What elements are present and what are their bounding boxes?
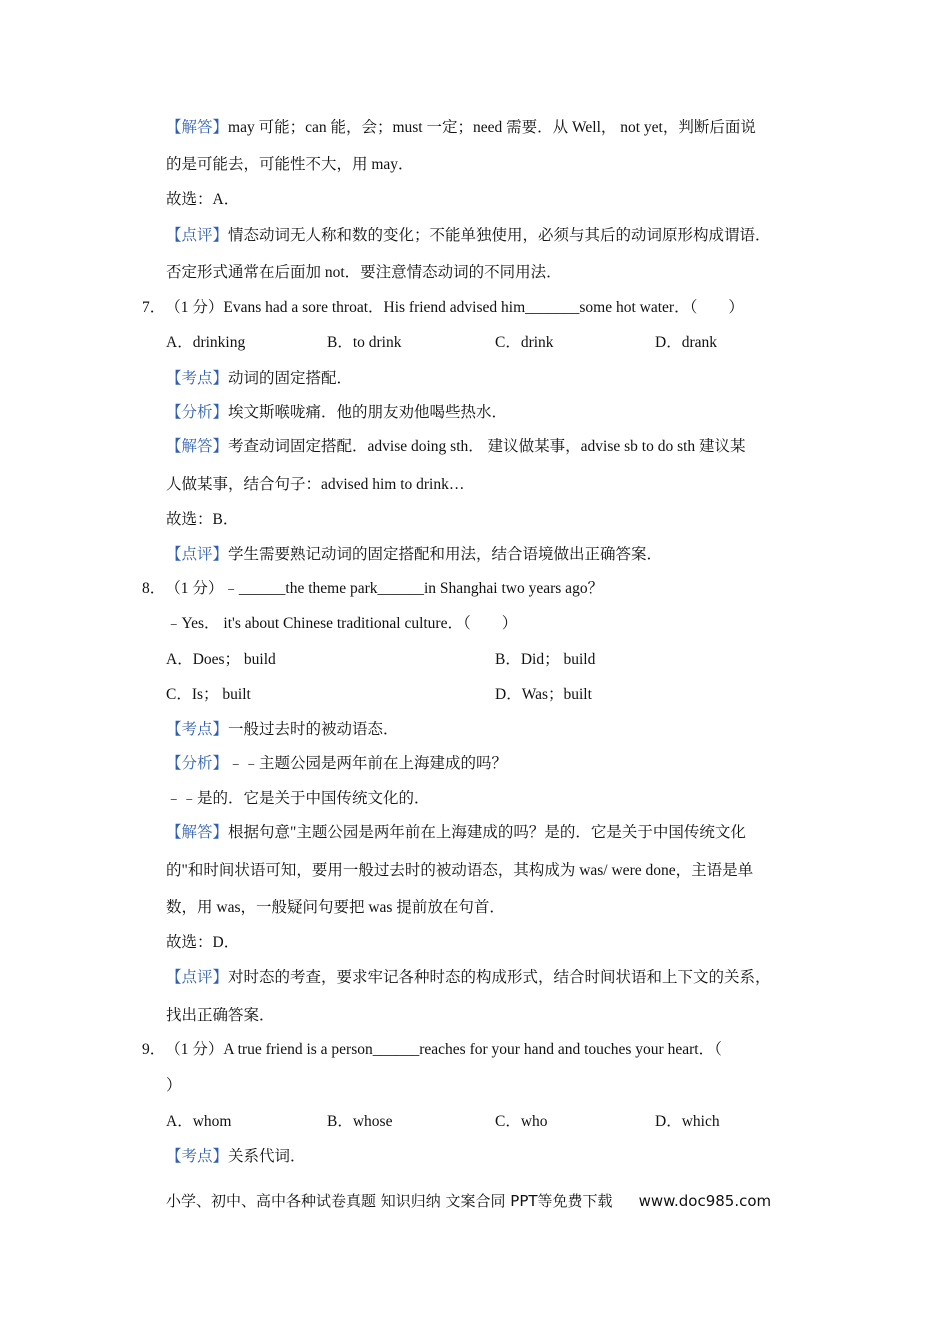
- point-tag: 【考点】: [166, 1148, 229, 1165]
- q6-comment-line-2: 否定形式通常在后面加 not．要注意情态动词的不同用法．: [166, 264, 562, 281]
- point-tag: 【考点】: [166, 370, 229, 387]
- question-number: 9．: [142, 1041, 166, 1058]
- q6-answer-line-2: 的是可能去，可能性不大，用 may．: [166, 156, 414, 173]
- footer-url[interactable]: www.doc985.com: [638, 1192, 772, 1210]
- q7-option-d: D．drank: [655, 334, 717, 351]
- q9-option-c: C．who: [495, 1113, 548, 1130]
- footer-text: 小学、初中、高中各种试卷真题 知识归纳 文案合同 PPT等免费下载: [166, 1192, 613, 1210]
- q8-answer-line-3: 数，用 was，一般疑问句要把 was 提前放在句首．: [166, 899, 505, 916]
- q7-stem: 7．（1 分）Evans had a sore throat．His friend advised him_______some hot water．（ ）: [142, 299, 744, 316]
- q7-option-a: A．drinking: [166, 334, 246, 351]
- q8-point: 【考点】一般过去时的被动语态．: [166, 721, 399, 738]
- q7-point: 【考点】动词的固定搭配．: [166, 370, 353, 387]
- q7-answer-line-2: 人做某事，结合句子：advised him to drink…: [166, 476, 465, 493]
- q8-option-d: D．Was；built: [495, 686, 592, 703]
- answer-tag: 【解答】: [166, 119, 229, 136]
- q9-stem-line-1: 9．（1 分）A true friend is a person______reaches for your hand and touches your heart．（: [142, 1041, 722, 1058]
- q6-choice: 故选：A．: [166, 191, 240, 208]
- q8-analysis-line-2: ﹣﹣是的．它是关于中国传统文化的．: [166, 790, 430, 807]
- q7-option-c: C．drink: [495, 334, 554, 351]
- q8-stem-line-2: ﹣Yes． it's about Chinese traditional culture．（ ）: [166, 615, 518, 632]
- analysis-tag: 【分析】: [166, 755, 229, 772]
- comment-tag: 【点评】: [166, 546, 229, 563]
- q8-option-b: B．Did； build: [495, 651, 596, 668]
- q7-option-b: B．to drink: [327, 334, 402, 351]
- q8-option-a: A．Does； build: [166, 651, 276, 668]
- q9-stem-line-2: ）: [166, 1077, 182, 1094]
- q8-stem-line-1: 8．（1 分）﹣______the theme park______in Shanghai two years ago？: [142, 580, 604, 597]
- q7-choice: 故选：B．: [166, 511, 239, 528]
- q6-answer-line-1: 【解答】may 可能；can 能，会；must 一定；need 需要．从 Well， not yet，判断后面说: [166, 119, 756, 136]
- analysis-tag: 【分析】: [166, 404, 229, 421]
- q7-comment: 【点评】学生需要熟记动词的固定搭配和用法，结合语境做出正确答案．: [166, 546, 663, 563]
- page-footer: [166, 1191, 771, 1211]
- q8-answer-line-1: 【解答】根据句意"主题公园是两年前在上海建成的吗？是的．它是关于中国传统文化: [166, 824, 746, 841]
- q8-option-c: C．Is； built: [166, 686, 251, 703]
- answer-tag: 【解答】: [166, 438, 229, 455]
- q9-option-d: D．which: [655, 1113, 720, 1130]
- question-number: 7．: [142, 299, 166, 316]
- q9-option-a: A．whom: [166, 1113, 232, 1130]
- q8-comment-line-1: 【点评】对时态的考查，要求牢记各种时态的构成形式，结合时间状语和上下文的关系，: [166, 969, 771, 986]
- point-tag: 【考点】: [166, 721, 229, 738]
- q9-point: 【考点】关系代词．: [166, 1148, 306, 1165]
- q8-answer-line-2: 的"和时间状语可知，要用一般过去时的被动语态，其构成为 was/ were done，主语是单: [166, 862, 754, 879]
- q7-answer-line-1: 【解答】考查动词固定搭配．advise doing sth． 建议做某事，advise sb to do sth 建议某: [166, 438, 746, 455]
- q7-analysis: 【分析】埃文斯喉咙痛．他的朋友劝他喝些热水．: [166, 404, 508, 421]
- q8-analysis-line-1: 【分析】﹣﹣主题公园是两年前在上海建成的吗？: [166, 755, 508, 772]
- q9-option-b: B．whose: [327, 1113, 393, 1130]
- comment-tag: 【点评】: [166, 227, 229, 244]
- q6-comment-line-1: 【点评】情态动词无人称和数的变化；不能单独使用，必须与其后的动词原形构成谓语．: [166, 227, 771, 244]
- q8-choice: 故选：D．: [166, 934, 240, 951]
- question-number: 8．: [142, 580, 166, 597]
- q8-comment-line-2: 找出正确答案．: [166, 1007, 275, 1024]
- answer-tag: 【解答】: [166, 824, 229, 841]
- comment-tag: 【点评】: [166, 969, 229, 986]
